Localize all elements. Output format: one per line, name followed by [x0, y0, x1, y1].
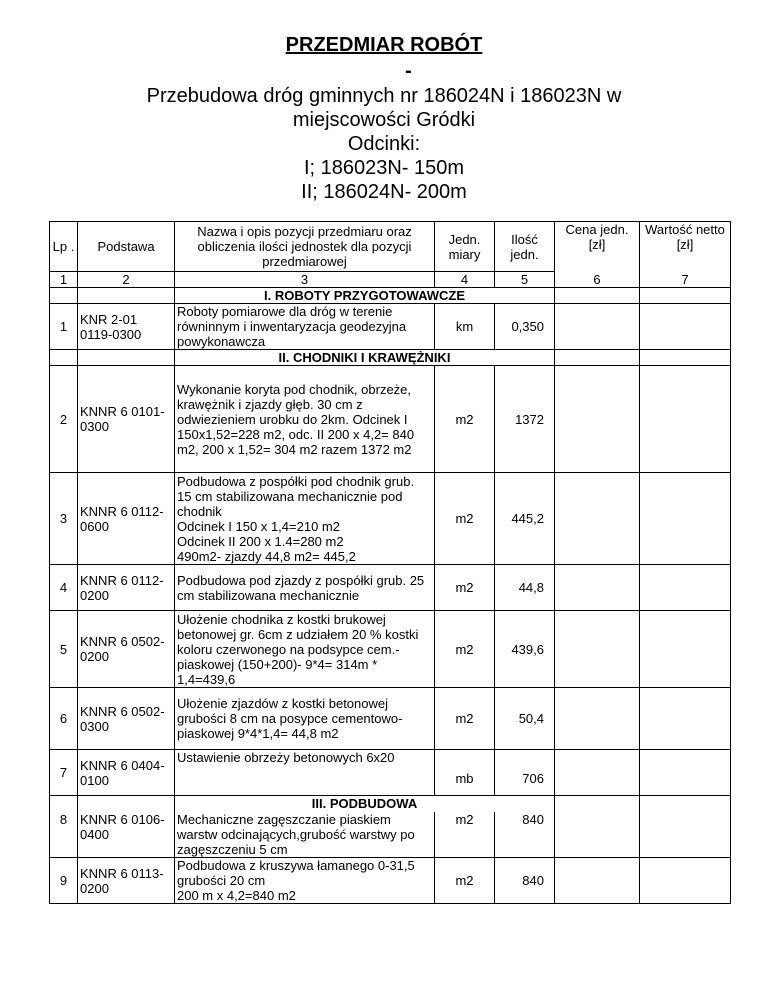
row-lp: 8 [50, 812, 78, 858]
row-ilosc: 44,8 [495, 565, 555, 611]
row-lp: 5 [50, 611, 78, 688]
row-opis: Ułożenie chodnika z kostki brukowej betonowej gr. 6cm z udziałem 20 % kostki koloru czerwonego na podsypce cem.-piaskowej (150+200)- 9*4= 314m * 1,4=439,6 [175, 611, 435, 688]
row-opis: Ułożenie zjazdów z kostki betonowej grubości 8 cm na posypce cementowo-piaskowej 9*4*1,4= 44,8 m2 [175, 688, 435, 750]
project-subtitle [0, 84, 768, 204]
row-opis: Podbudowa pod zjazdy z pospółki grub. 25 cm stabilizowana mechanicznie [175, 565, 435, 611]
row-opis: Roboty pomiarowe dla dróg w terenie równinnym i inwentaryzacja geodezyjna powykonawcza [175, 304, 435, 350]
row-podstawa: KNNR 6 0106-0400 [78, 812, 175, 858]
subtitle-line: miejscowości Gródki [292, 109, 476, 131]
row-jm: m2 [435, 688, 495, 750]
subtitle-line: Przebudowa dróg gminnych nr 186024N i 186023N w [146, 85, 622, 107]
col-header-nazwa: Nazwa i opis pozycji przedmiaru oraz obliczenia ilości jednostek dla pozycji przedmiarowej [175, 222, 435, 272]
row-podstawa: KNR 2-01 0119-0300 [78, 304, 175, 350]
row-wartosc [640, 366, 731, 473]
row-podstawa: KNNR 6 0502-0300 [78, 688, 175, 750]
subtitle-line: Odcinki: [347, 133, 421, 155]
col-header-podstawa: Podstawa [78, 222, 175, 272]
col-number: 3 [175, 272, 435, 288]
row-opis: Mechaniczne zagęszczanie piaskiem warstw odcinających,grubość warstwy po zagęszczeniu 5 cm [175, 812, 435, 858]
table-row [50, 812, 731, 858]
table-row [50, 565, 731, 611]
row-cena [555, 304, 640, 350]
table-header-row [50, 222, 731, 272]
row-cena [555, 858, 640, 904]
row-opis: Ustawienie obrzeży betonowych 6x20 [175, 750, 435, 796]
row-cena [555, 473, 640, 565]
row-podstawa: KNNR 6 0101-0300 [78, 366, 175, 473]
subtitle-line: II; 186024N- 200m [301, 181, 467, 203]
row-ilosc: 840 [495, 812, 555, 858]
row-jm: km [435, 304, 495, 350]
row-lp: 7 [50, 750, 78, 796]
row-opis: Wykonanie koryta pod chodnik, obrzeże, krawężnik i zjazdy głęb. 30 cm z odwiezieniem urobku do 2km. Odcinek I 150x1,52=228 m2, odc. II 200 x 4,2= 840 m2, 200 x 1,52= 304 m2 razem 1372 m2 [175, 366, 435, 473]
row-ilosc: 706 [495, 750, 555, 796]
section-heading: III. PODBUDOWA [175, 796, 555, 812]
row-wartosc [640, 611, 731, 688]
table-row [50, 304, 731, 350]
row-wartosc [640, 565, 731, 611]
row-wartosc [640, 812, 731, 858]
col-number: 4 [435, 272, 495, 288]
row-ilosc: 445,2 [495, 473, 555, 565]
table-row [50, 366, 731, 473]
col-header-wartosc: Wartość netto [zł] [640, 222, 731, 272]
row-ilosc: 840 [495, 858, 555, 904]
section-heading: II. CHODNIKI I KRAWĘŻNIKI [175, 350, 555, 366]
row-jm: m2 [435, 473, 495, 565]
row-lp: 3 [50, 473, 78, 565]
row-wartosc [640, 304, 731, 350]
row-podstawa: KNNR 6 0404-0100 [78, 750, 175, 796]
row-lp: 1 [50, 304, 78, 350]
row-podstawa: KNNR 6 0113-0200 [78, 858, 175, 904]
table-row [50, 858, 731, 904]
table-row [50, 750, 731, 796]
row-wartosc [640, 473, 731, 565]
col-number: 6 [555, 272, 640, 288]
col-header-lp: Lp . [50, 222, 78, 272]
row-cena [555, 812, 640, 858]
bill-of-quantities-table [49, 221, 731, 904]
col-header-ilosc: Ilość jedn. [495, 222, 555, 272]
row-jm: mb [435, 750, 495, 796]
section-row [50, 350, 731, 366]
col-number: 7 [640, 272, 731, 288]
row-cena [555, 750, 640, 796]
row-ilosc: 0,350 [495, 304, 555, 350]
row-jm: m2 [435, 611, 495, 688]
row-opis: Podbudowa z pospółki pod chodnik grub. 15 cm stabilizowana mechanicznie pod chodnik Odcinek I 150 x 1,4=210 m2 Odcinek II 200 x 1.4=280 m2 490m2- zjazdy 44,8 m2= 445,2 [175, 473, 435, 565]
table-row [50, 688, 731, 750]
document-title: PRZEDMIAR ROBÓT [285, 34, 483, 56]
section-row [50, 796, 731, 812]
row-lp: 4 [50, 565, 78, 611]
section-heading: I. ROBOTY PRZYGOTOWAWCZE [175, 288, 555, 304]
row-wartosc [640, 688, 731, 750]
row-wartosc [640, 750, 731, 796]
row-lp: 2 [50, 366, 78, 473]
table-row [50, 611, 731, 688]
col-number: 2 [78, 272, 175, 288]
section-row [50, 288, 731, 304]
row-cena [555, 565, 640, 611]
col-number: 5 [495, 272, 555, 288]
col-number: 1 [50, 272, 78, 288]
title-dash: - [405, 60, 412, 82]
row-lp: 6 [50, 688, 78, 750]
row-ilosc: 439,6 [495, 611, 555, 688]
subtitle-line: I; 186023N- 150m [303, 157, 465, 179]
row-jm: m2 [435, 858, 495, 904]
row-jm: m2 [435, 565, 495, 611]
row-lp: 9 [50, 858, 78, 904]
row-wartosc [640, 858, 731, 904]
row-cena [555, 611, 640, 688]
row-podstawa: KNNR 6 0502-0200 [78, 611, 175, 688]
row-jm: m2 [435, 812, 495, 858]
row-ilosc: 50,4 [495, 688, 555, 750]
row-cena [555, 688, 640, 750]
column-number-row [50, 272, 731, 288]
row-cena [555, 366, 640, 473]
row-opis: Podbudowa z kruszywa łamanego 0-31,5 grubości 20 cm 200 m x 4,2=840 m2 [175, 858, 435, 904]
col-header-jedn: Jedn. miary [435, 222, 495, 272]
row-jm: m2 [435, 366, 495, 473]
row-podstawa: KNNR 6 0112-0200 [78, 565, 175, 611]
col-header-cena: Cena jedn. [zł] [555, 222, 640, 272]
row-ilosc: 1372 [495, 366, 555, 473]
table-row [50, 473, 731, 565]
row-podstawa: KNNR 6 0112-0600 [78, 473, 175, 565]
